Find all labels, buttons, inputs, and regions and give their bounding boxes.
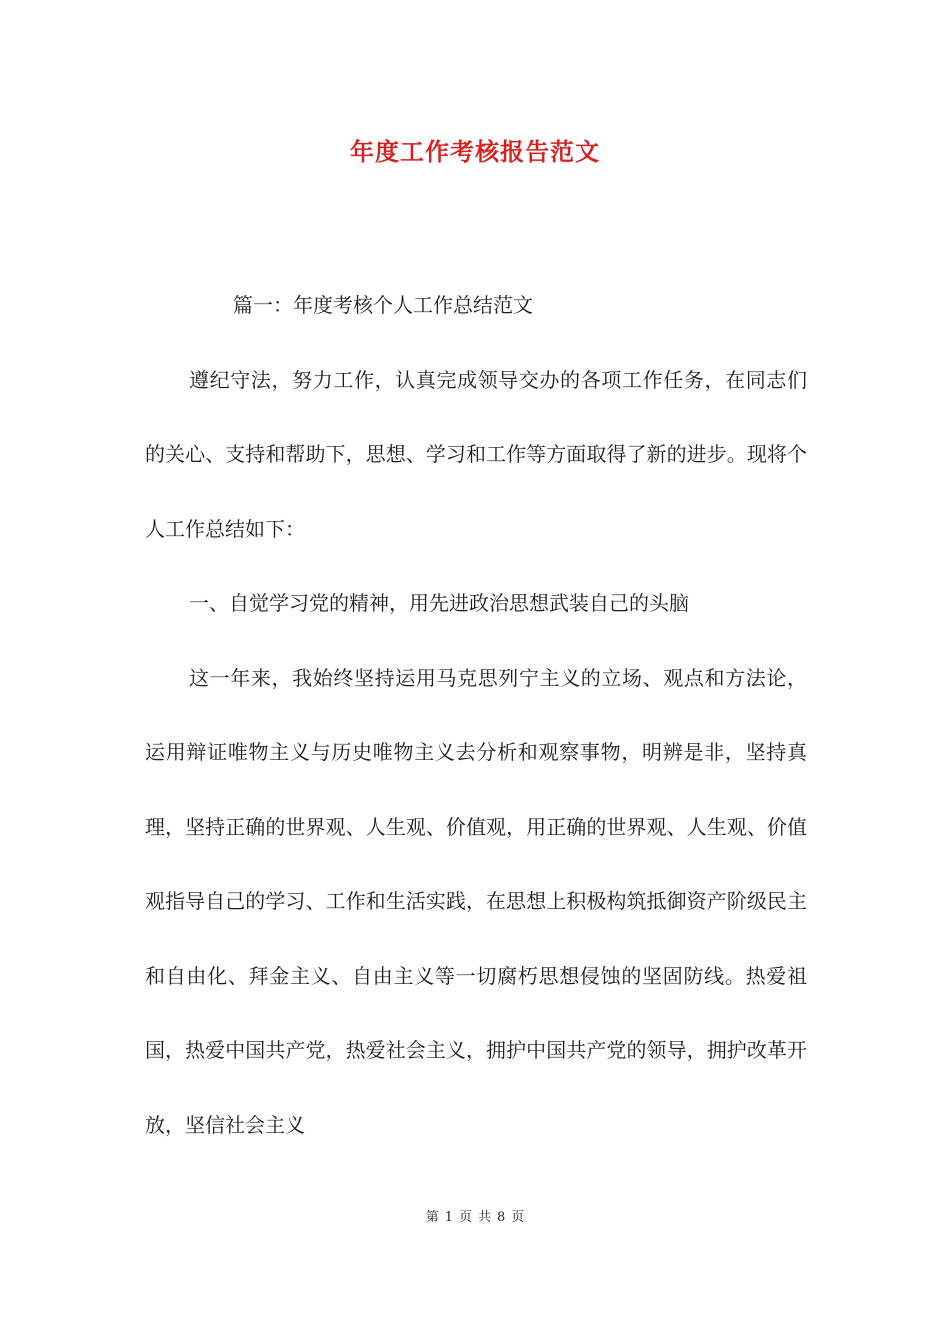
document-body xyxy=(145,268,807,1162)
footer-prefix: 第 xyxy=(425,1210,439,1225)
page-footer xyxy=(0,1207,950,1229)
footer-total-prefix: 共 xyxy=(478,1210,492,1225)
section-subtitle: 篇一：年度考核个人工作总结范文 xyxy=(233,293,533,317)
footer-suffix: 页 xyxy=(511,1210,525,1225)
paragraph-intro: 遵纪守法，努力工作，认真完成领导交办的各项工作任务，在同志们的关心、支持和帮助下，思想、学习和工作等方面取得了新的进步。现将个人工作总结如下： xyxy=(145,367,807,541)
paragraph-heading-one: 一、自觉学习党的精神，用先进政治思想武装自己的头脑 xyxy=(189,591,689,615)
footer-current-page: 1 xyxy=(444,1210,453,1225)
document-title: 年度工作考核报告范文 xyxy=(350,137,600,166)
paragraph-body: 这一年来，我始终坚持运用马克思列宁主义的立场、观点和方法论，运用辩证唯物主义与历史唯物主义去分析和观察事物，明辨是非，坚持真理，坚持正确的世界观、人生观、价值观，用正确的世界观、人生观、价值观指导自己的学习、工作和生活实践，在思想上积极构筑抵御资产阶级民主和自由化、拜金主义、自由主义等一切腐朽思想侵蚀的坚固防线。热爱祖国，热爱中国共产党，热爱社会主义，拥护中国共产党的领导，拥护改革开放，坚信社会主义 xyxy=(145,665,807,1137)
footer-total-pages: 8 xyxy=(497,1210,506,1225)
footer-page-word: 页 xyxy=(458,1210,472,1225)
